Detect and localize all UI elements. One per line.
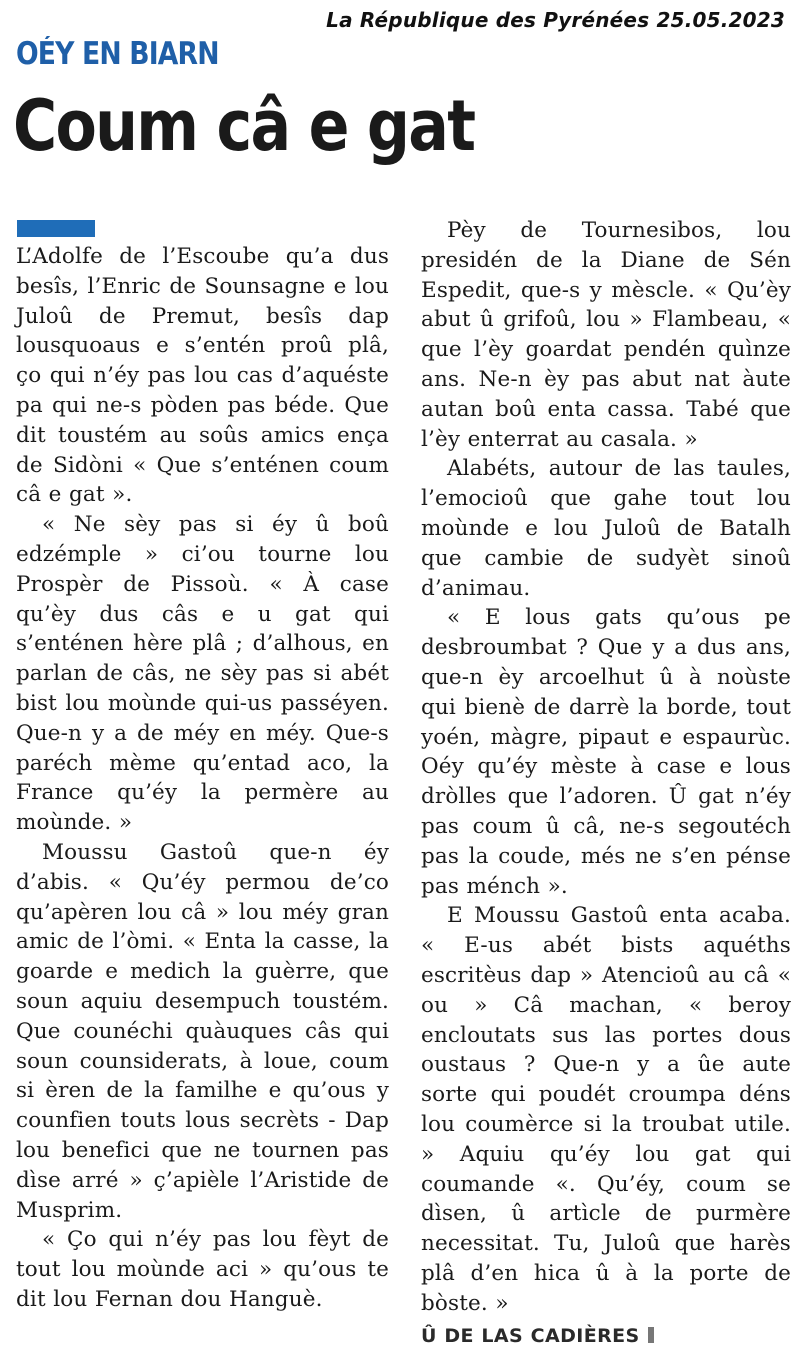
- article-headline: Coum câ e gat: [13, 85, 475, 167]
- paragraph: Moussu Gastoû que-n éy d’abis. « Qu’éy permou de’co qu’apèren lou câ » lou méy gran amic de l’òmi. « Enta la casse, la goarde e medich la guèrre, que soun aquiu desempuch toustém. Que counéchi quàuques câs qui soun counsiderats, à loue, coum si èren de la familhe e qu’ous y counfien touts lous secrèts - Dap lou benefici que ne tournen pas dìse arré » ç’apièle l’Aristide de Musprim.: [16, 839, 389, 1223]
- source-line: La République des Pyrénées 25.05.2023: [326, 8, 785, 32]
- paragraph: L’Adolfe de l’Escoube qu’a dus besîs, l’Enric de Sounsagne e lou Juloû de Premut, besîs dap lousquoaus e s’entén proû plâ, ço qui n’éy pas lou cas d’aquéste pa qui ne-s pòden pas béde. Que dit toustém au soûs amics ença de Sidòni « Que s’enténen coum câ e gat ».: [16, 244, 389, 508]
- paragraph: « Ne sèy pas si éy û boû edzémple » ci’ou tourne lou Prospèr de Pissoù. « À case qu’èy dus câs e u gat qui s’enténen hère plâ ; d’alhous, en parlan de câs, ne sèy pas si abét bist lou moùnde qui-us passéyen. Que-n y a de méy en méy. Que-s paréch mème qu’entad aco, la France qu’éy la permère au moùnde. »: [16, 512, 389, 836]
- article-column-left: [16, 216, 389, 1315]
- paragraph: « Ço qui n’éy pas lou fèyt de tout lou moùnde aci » qu’ous te dit lou Fernan dou Hanguè.: [16, 1227, 389, 1312]
- paragraph: Alabéts, autour de las taules, l’emocioû que gahe tout lou moùnde e lou Juloû de Batalh que cambie de sudyèt sinoû d’animau.: [421, 456, 791, 601]
- signature-text: Û DE LAS CADIÈRES: [421, 1325, 640, 1348]
- signature-marker: [648, 1327, 654, 1343]
- paragraph: « E lous gats qu’ous pe desbroumbat ? Que y a dus ans, que-n èy arcoelhut û à noùste qui bienè de darrè la borde, tout yoén, màgre, pipaut e espaurùc. Oéy qu’éy mèste à case e lous dròlles que l’adoren. Û gat n’éy pas coum û câ, ne-s segoutéch pas la coude, més ne s’en pénse pas ménch ».: [421, 605, 791, 899]
- rubric-title: OÉY EN BIARN: [16, 36, 219, 72]
- paragraph: E Moussu Gastoû enta acaba. « E-us abét bists aquéths escritèus dap » Atencioû au câ « ou » Câ machan, « beroy encloutats sus las portes dous oustaus ? Que-n y a ûe aute sorte qui poudét croumpa déns lou coumèrce si la troubat utile. » Aquiu qu’éy lou gat qui coumande «. Qu’éy, coum se dìsen, û artìcle de purmère necessitat. Tu, Juloû que harès plâ d’en hica û à la porte de bòste. »: [421, 903, 791, 1316]
- paragraph: Pèy de Tournesibos, lou presidén de la Diane de Sén Espedit, que-s y mèscle. « Qu’èy abut û grifoû, lou » Flambeau, « que l’èy goardat pendén quìnze ans. Ne-n èy pas abut nat àute autan boû enta cassa. Tabé que l’èy enterrat au casala. »: [421, 218, 791, 452]
- article-column-right: [421, 216, 791, 1352]
